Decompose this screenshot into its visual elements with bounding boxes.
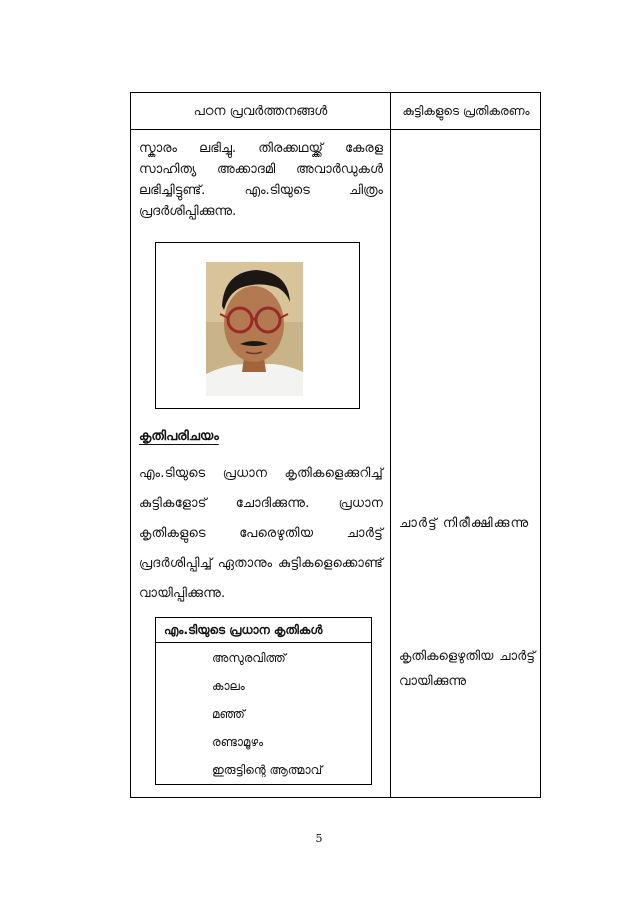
header-divider	[131, 129, 540, 130]
column-divider	[390, 93, 391, 797]
list-item: മഞ്ഞ്	[212, 707, 245, 721]
intro-paragraph: സ്കാരം ലഭിച്ചു. തിരക്കഥയ്ക്ക് കേരള സാഹിത്യ അക്കാദമി അവാർഡുകൾ ലഭിച്ചിട്ടുണ്ട്. എം.ടിയുടെ ചിത്രം പ്രദർശിപ്പിക്കുന്നു.	[139, 141, 383, 219]
response-read-chart: കൃതികളെഴുതിയ ചാർട്ട് വായിക്കുന്നു	[399, 649, 535, 689]
author-photo	[206, 262, 303, 396]
works-chart	[155, 617, 372, 785]
header-activities: പഠന പ്രവർത്തനങ്ങൾ	[193, 103, 328, 119]
list-item: അസുരവിത്ത്	[212, 651, 286, 665]
response-text: ചാർട്ട് നിരീക്ഷിക്കുന്നു	[399, 516, 530, 531]
list-item: ഇരുട്ടിന്റെ ആത്മാവ്	[212, 763, 323, 777]
page-number: 5	[315, 832, 323, 845]
works-list	[212, 644, 322, 784]
list-item: രണ്ടാമൂഴം	[212, 735, 264, 749]
author-photo-frame	[155, 242, 360, 409]
lesson-table	[130, 92, 541, 798]
section-paragraph: എം.ടിയുടെ പ്രധാന കൃതികളെക്കുറിച്ച് കുട്ടികളോട് ചോദിക്കുന്നു. പ്രധാന കൃതികളുടെ പേരെഴുതിയ ചാർട്ട് പ്രദർശിപ്പിച്ച് ഏതാനും കുട്ടികളെക്കൊണ്ട് വായിപ്പിക്കുന്നു.	[139, 466, 383, 601]
list-item: കാലം	[212, 679, 245, 693]
header-responses: കുട്ടികളുടെ പ്രതികരണം	[402, 103, 530, 118]
works-chart-title: എം.ടിയുടെ പ്രധാന കൃതികൾ	[156, 618, 371, 643]
response-observe-chart	[399, 511, 535, 536]
section-title: കൃതിപരിചയം	[139, 429, 219, 444]
